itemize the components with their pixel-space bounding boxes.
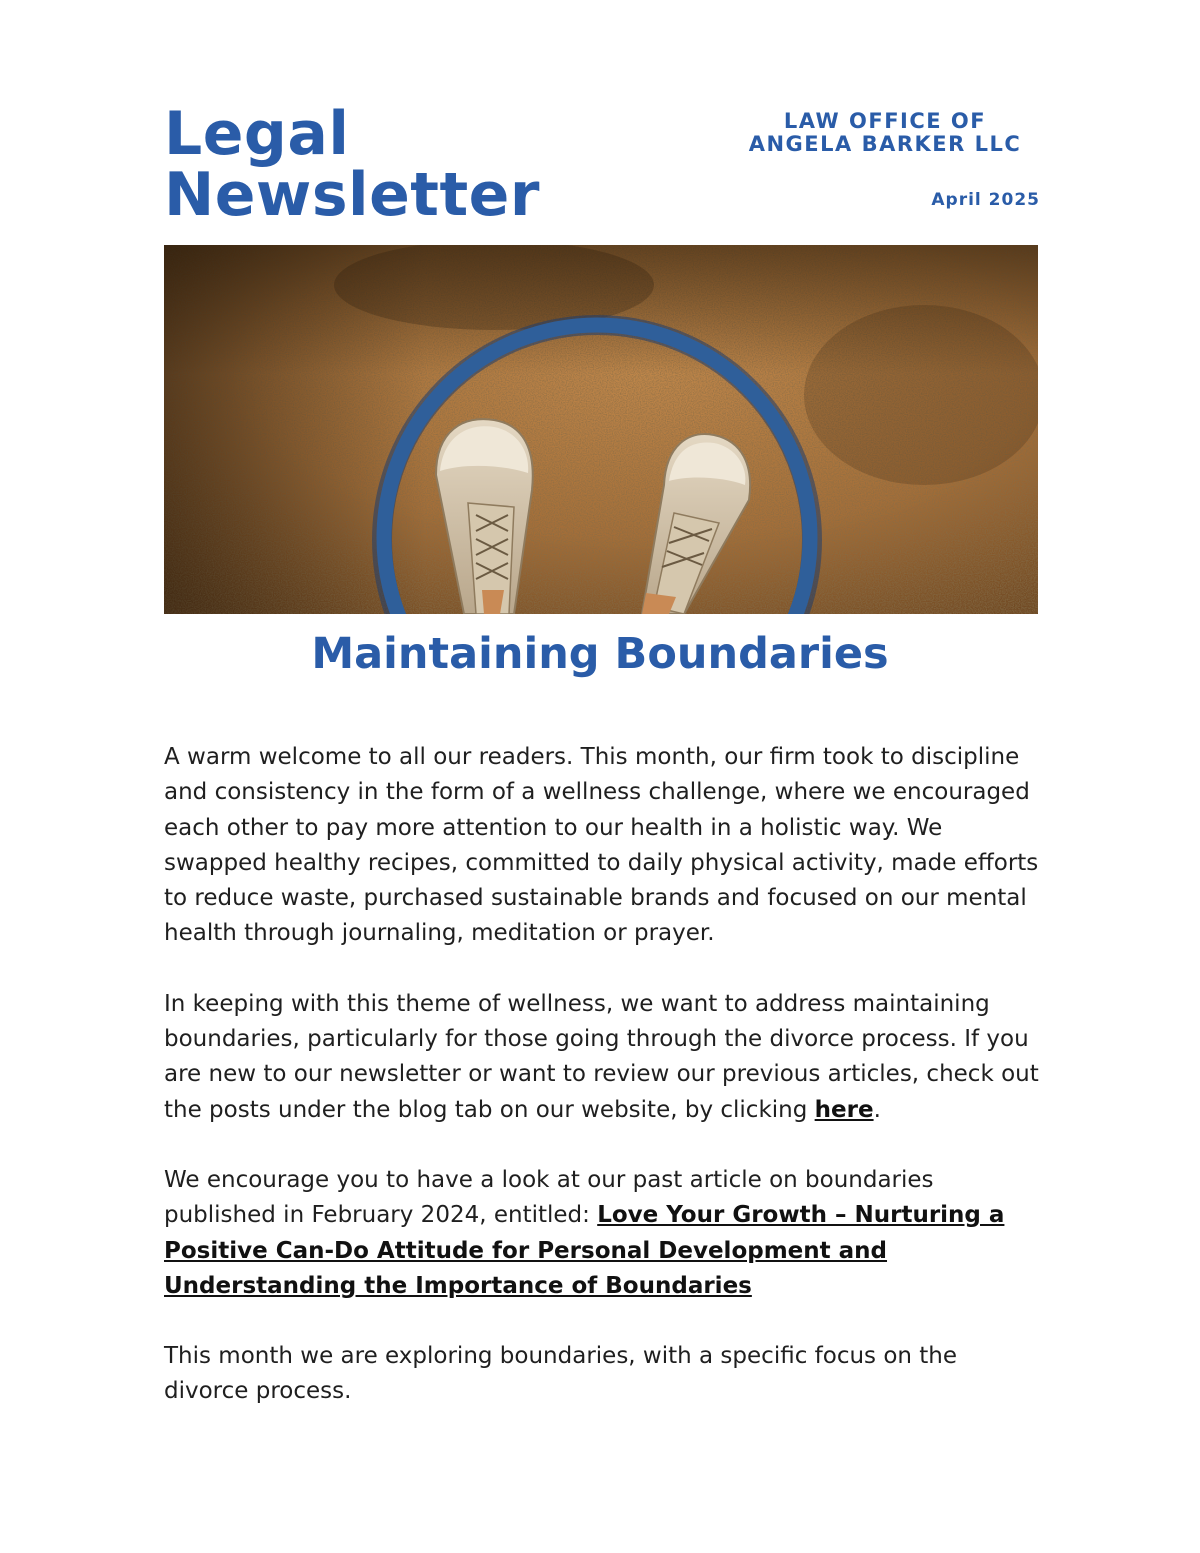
newsletter-title-line2: Newsletter: [164, 160, 540, 230]
focus-paragraph: This month we are exploring boundaries, with a specific focus on the divorce process.: [164, 1343, 958, 1405]
newsletter-title-line1: Legal: [164, 99, 350, 169]
wellness-paragraph-text: In keeping with this theme of wellness, we want to address maintaining boundaries, particularly for those going through the divorce process. If you are new to our newsletter or want to review our previous articles, check out the posts under the blog tab on our website, by clicking: [164, 990, 1039, 1123]
firm-name-line1: LAW OFFICE OF: [783, 109, 987, 133]
past-article-paragraph: [164, 1163, 1044, 1304]
firm-name: [700, 110, 1070, 156]
issue-date: April 2025: [931, 190, 1040, 210]
wellness-paragraph-end: .: [873, 1096, 881, 1123]
wellness-paragraph: [164, 987, 1044, 1128]
blog-here-link[interactable]: here: [814, 1096, 874, 1123]
intro-paragraph: A warm welcome to all our readers. This month, our firm took to discipline and consistency in the form of a wellness challenge, where we encouraged each other to pay more attention to our health in a holistic way. We swapped healthy recipes, committed to daily physical activity, made efforts to reduce waste, purchased sustainable brands and focused on our mental health through journaling, meditation or prayer.: [164, 744, 1039, 947]
hero-image: [164, 245, 1038, 614]
article-body: [164, 740, 1044, 1445]
firm-name-line2: ANGELA BARKER LLC: [748, 132, 1022, 156]
newsletter-title: [164, 99, 540, 230]
past-article-link[interactable]: Love Your Growth – Nurturing a Positive Can-Do Attitude for Personal Development and Understanding the Importance of Boundaries: [164, 1202, 1005, 1299]
past-article-paragraph-text: We encourage you to have a look at our past article on boundaries published in February 2024, entitled:: [164, 1166, 934, 1229]
article-title: Maintaining Boundaries: [311, 629, 889, 679]
